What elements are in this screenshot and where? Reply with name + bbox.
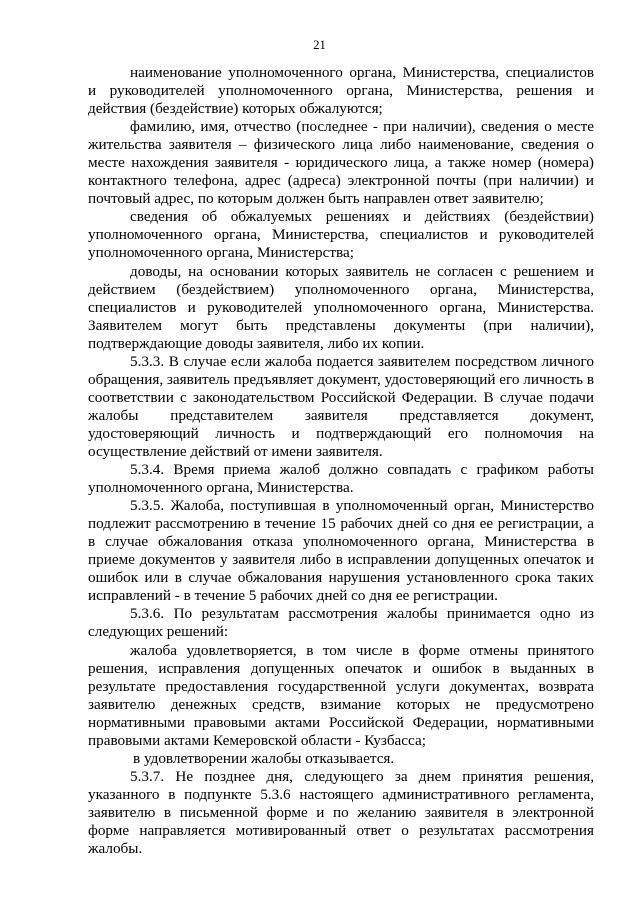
page-number: 21: [313, 38, 326, 52]
paragraph-5-3-3: 5.3.3. В случае если жалоба подается заявителем посредством личного обращения, заявитель предъявляет документ, удостоверяющий его личность в соответствии с законодательством Российской Федерации. В случае подачи жалобы представителем заявителя представляется документ, удостоверяющий личность и подтверждающий его полномочия на осуществление действий от имени заявителя.: [88, 352, 594, 460]
paragraph-complaint-refused: в удовлетворении жалобы отказывается.: [133, 749, 395, 767]
body-text: [88, 64, 594, 858]
paragraph-5-3-4: 5.3.4. Время приема жалоб должно совпадать с графиком работы уполномоченного органа, Министерства.: [88, 461, 594, 497]
paragraph-5-3-7: 5.3.7. Не позднее дня, следующего за днем принятия решения, указанного в подпункте 5.3.6 настоящего административного регламента, заявителю в письменной форме и по желанию заявителя в электронной форме направляется мотивированный ответ о результатах рассмотрения жалобы.: [88, 767, 594, 858]
paragraph-applicant-details: фамилию, имя, отчество (последнее - при наличии), сведения о месте жительства заявителя – физического лица либо наименование, сведения о месте нахождения заявителя - юридического лица, а также номер (номера) контактного телефона, адрес (адреса) электронной почты (при наличии) и почтовый адрес, по которым должен быть направлен ответ заявителю;: [88, 118, 594, 208]
paragraph-appealed-decisions: сведения об обжалуемых решениях и действиях (бездействии) уполномоченного органа, Министерства, специалистов и руководителей уполномоченного органа, Министерства;: [88, 208, 594, 262]
paragraph-5-3-5: 5.3.5. Жалоба, поступившая в уполномоченный орган, Министерство подлежит рассмотрению в течение 15 рабочих дней со дня ее регистрации, а в случае обжалования отказа уполномоченного органа, Министерства в приеме документов у заявителя либо в исправлении допущенных опечаток и ошибок или в случае обжалования нарушения установленного срока таких исправлений - в течение 5 рабочих дней со дня ее регистрации.: [88, 497, 594, 605]
paragraph-appeal-subject: наименование уполномоченного органа, Министерства, специалистов и руководителей уполномоченного органа, Министерства, решения и действия (бездействие) которых обжалуются;: [88, 64, 594, 118]
paragraph-complaint-satisfied: жалоба удовлетворяется, в том числе в форме отмены принятого решения, исправления допущенных опечаток и ошибок в выданных в результате предоставления государственной услуги документах, возврата заявителю денежных средств, взимание которых не предусмотрено нормативными правовыми актами Российской Федерации, нормативными правовыми актами Кемеровской области - Кузбасса;: [88, 641, 594, 749]
paragraph-5-3-6: 5.3.6. По результатам рассмотрения жалобы принимается одно из следующих решений:: [88, 605, 594, 641]
paragraph-arguments: доводы, на основании которых заявитель не согласен с решением и действием (бездействием) уполномоченного органа, Министерства, специалистов и руководителей уполномоченного органа, Министерства. Заявителем могут быть представлены документы (при наличии), подтверждающие доводы заявителя, либо их копии.: [88, 262, 594, 352]
